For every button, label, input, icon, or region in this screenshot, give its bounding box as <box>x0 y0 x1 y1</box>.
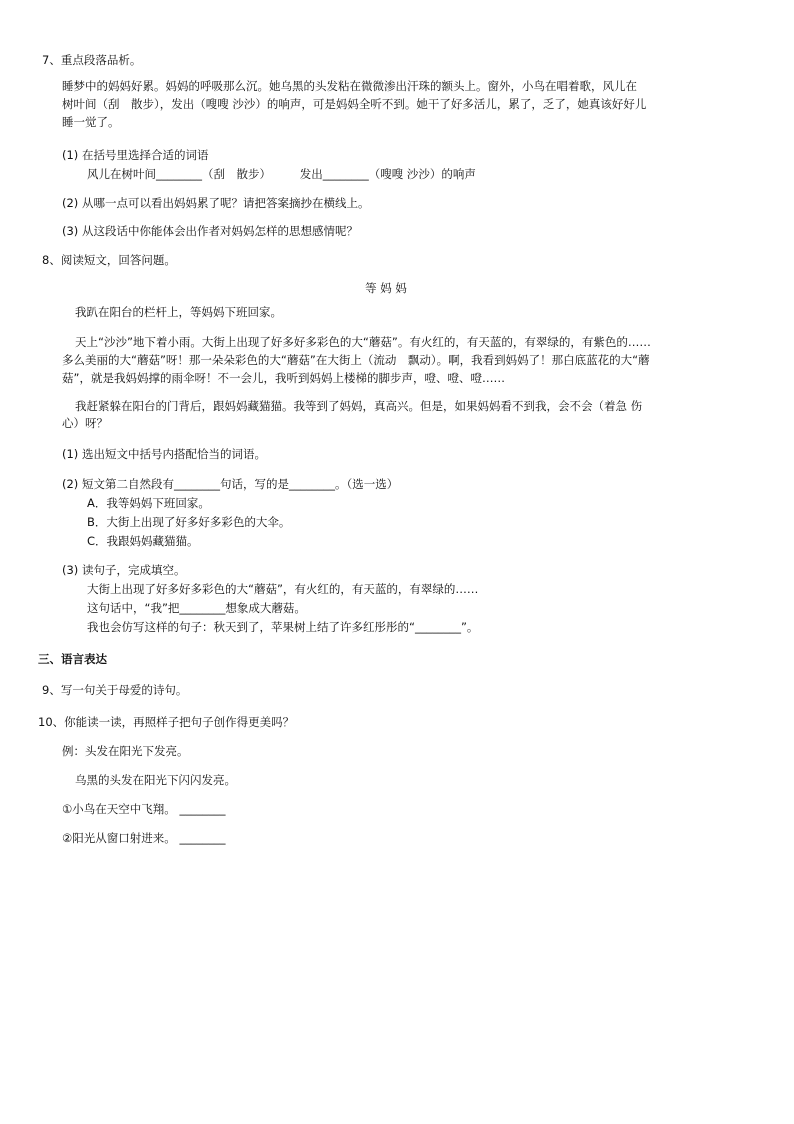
q8-title: 8、阅读短文，回答问题。 <box>42 253 176 267</box>
q8-sub2-option-b: B．大街上出现了好多好多彩色的大伞。 <box>87 515 291 529</box>
story-paragraph-3-line-1: 我赶紧躲在阳台的门背后，跟妈妈藏猫猫。我等到了妈妈，真高兴。但是，如果妈妈看不到我，会不会（着急 伤 <box>75 399 643 413</box>
q8-sub3: (3) 读句子，完成填空。 <box>62 563 186 577</box>
q7-paragraph-line-3: 睡一觉了。 <box>62 115 120 129</box>
q8-sub3-line-3: 我也会仿写这样的句子：秋天到了，苹果树上结了许多红彤彤的“________”。 <box>87 620 479 634</box>
q7-paragraph-line-1: 睡梦中的妈妈好累。妈妈的呼吸那么沉。她乌黑的头发粘在微微渗出汗珠的额头上。窗外，小鸟在唱着歌，风儿在 <box>62 79 637 93</box>
q10-item-2: ②阳光从窗口射进来。 ________ <box>62 831 226 845</box>
story-paragraph-2-line-3: 菇”，就是我妈妈撑的雨伞呀！不一会儿，我听到妈妈上楼梯的脚步声，噔、噔、噔…… <box>62 371 505 385</box>
story-title: 等 妈 妈 <box>365 281 407 295</box>
q8-sub3-line-2: 这句话中，“我”把________想象成大蘑菇。 <box>87 601 306 615</box>
story-paragraph-3-line-2: 心）呀？ <box>62 416 108 430</box>
q10-title: 10、你能读一读，再照样子把句子创作得更美吗？ <box>38 715 295 729</box>
q8-sub2-option-c: C．我跟妈妈藏猫猫。 <box>87 534 199 548</box>
q8-sub2: (2) 短文第二自然段有________句话，写的是________。（选一选） <box>62 477 399 491</box>
section-3-heading: 三、语言表达 <box>38 652 107 666</box>
q9-title: 9、写一句关于母爱的诗句。 <box>42 683 188 697</box>
q7-sub1-answer-line: 风儿在树叶间________（刮 散步） 发出________（嗖嗖 沙沙）的响声 <box>87 167 476 181</box>
story-paragraph-2-line-1: 天上“沙沙”地下着小雨。大街上出现了好多好多彩色的大“蘑菇”。有火红的，有天蓝的，有翠绿的，有紫色的…… <box>75 335 651 349</box>
q10-item-1: ①小鸟在天空中飞翔。 ________ <box>62 802 226 816</box>
q8-sub3-line-1: 大街上出现了好多好多彩色的大“蘑菇”，有火红的，有天蓝的，有翠绿的…… <box>87 582 479 596</box>
q7-sub2: (2) 从哪一点可以看出妈妈累了呢？请把答案摘抄在横线上。 <box>62 196 370 210</box>
q7-title: 7、重点段落品析。 <box>42 53 142 67</box>
q7-sub1: (1) 在括号里选择合适的词语 <box>62 148 209 162</box>
story-paragraph-1: 我趴在阳台的栏杆上，等妈妈下班回家。 <box>75 305 282 319</box>
q8-sub1: (1) 选出短文中括号内搭配恰当的词语。 <box>62 447 266 461</box>
q7-paragraph-line-2: 树叶间（刮 散步），发出（嗖嗖 沙沙）的响声，可是妈妈全听不到。她干了好多活儿，累了，乏了，她真该好好儿 <box>62 97 647 111</box>
q10-example: 例：头发在阳光下发亮。 <box>62 744 189 758</box>
story-paragraph-2-line-2: 多么美丽的大“蘑菇”呀！那一朵朵彩色的大“蘑菇”在大街上（流动 飘动）。啊，我看到妈妈了！那白底蓝花的大“蘑 <box>62 353 650 367</box>
q10-example-result: 乌黑的头发在阳光下闪闪发亮。 <box>75 773 236 787</box>
q8-sub2-option-a: A．我等妈妈下班回家。 <box>87 496 210 510</box>
q7-sub3: (3) 从这段话中你能体会出作者对妈妈怎样的思想感情呢？ <box>62 224 358 238</box>
